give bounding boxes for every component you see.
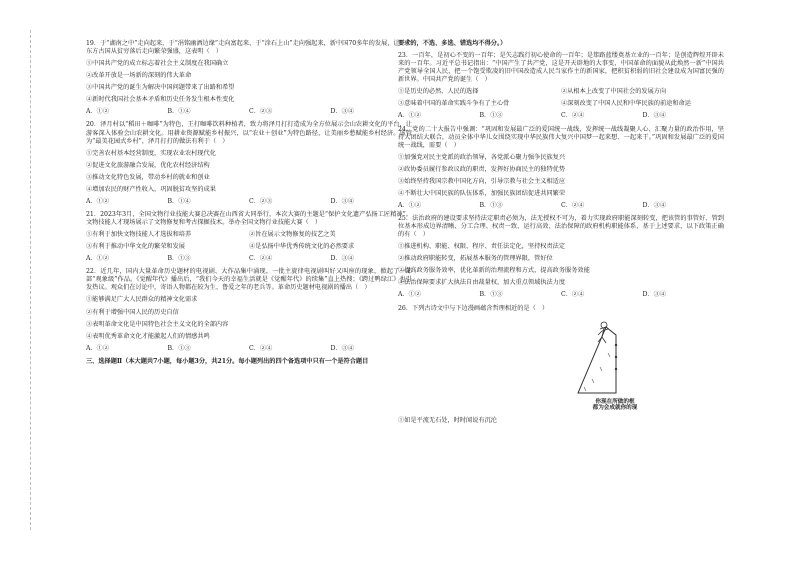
answer-b: B．①④ [167,197,191,205]
question-stem: 20．泽月村以“稻田＋咖啡”为特色，王打咖啡饮料种植者，致力将泽月打打造成为全方位展示会山农耕文化的平台，让游客深入体验会山农耕文化。用耕业资源赋能乡村振兴，以“农业＋创业”为特色路径，让美丽乡愁赋能乡村经济。该管为“最美花园式乡村”，泽月打打的做法有利于（ ） [86,121,412,145]
question-26 [398,305,724,426]
option: ②从根本上改变了中国社会的发展方向 [561,88,667,96]
answer-a: A．①② [86,197,110,205]
option: ④深刻改变了中国人民和中华民族的前途和命运 [561,100,691,108]
option: ④是弘扬中华优秀传统文化的必然要求 [249,243,355,251]
option: ①能够满足广大人民群众的精神文化需求 [86,296,198,304]
option: ③意味着中国的革命实践斗争有了主心骨 [398,100,510,108]
option: ②有利于增强中国人民的历史自信 [86,308,179,316]
answer-c: C．②③ [249,108,273,116]
answer-d: D．③④ [330,108,355,116]
option: ②政协委员履行参政议政的职责，发挥好协商民主的独特优势 [398,165,566,173]
answer-d: D．③④ [330,255,355,263]
option: ②改革开放是一场新的深刻的伟大革命 [86,72,192,80]
answer-d: D．③④ [642,112,667,120]
option: ④法治保障要求扩大执法自由裁量权，加大重点领域执法力度 [398,279,566,287]
answer-b: B．①③ [479,201,503,209]
option: ②旨在展示文物修复的技艺之美 [249,231,336,239]
answer-d: D．③④ [330,344,355,352]
option: ①完善农村基本经营制度，实现农业农村现代化 [86,149,216,157]
options-grid [398,88,724,112]
option: ③有利于推动中华文化的繁荣和发展 [86,243,185,251]
question-stem: 23．一百年，是初心不变的一百年；是矢志践行初心使命的一百年；是筚路蓝缕奠基立业的一百年；是创造辉煌开辟未来的一百年。习近平总书记指出：“中国产生了共产党，这是开天辟地的大事变，中国革命的面貌从此焕然一新”中国共产党领导全国人民，把一个饱受欺凌的旧中国改造成人民当家作主的新国家，把积贫积弱的旧社会建设成为国富民强的新世界。中国共产党的诞生（ ） [398,52,724,84]
option: ③推动文化特色发展，带动乡村的就业和创业 [86,173,210,181]
option: ①有利于加快文物技能人才选拔和培养 [86,231,192,239]
answer-choices [86,108,412,116]
cartoon-caption [570,399,660,412]
right-column [398,40,724,429]
answer-c: C．②③ [249,197,273,205]
answer-choices [86,198,412,206]
answer-c: C．②④ [249,255,273,263]
answer-a: A．①② [398,291,422,299]
answer-d: D．③④ [642,201,667,209]
question-21 [86,211,412,263]
question-stem: 24．党的二十大报告中强调：“巩固和发展最广泛的爱国统一战线，发挥统一战线凝聚人心、汇聚力量的政治作用，坚持大团结大联合，动员全体中华儿女围绕实现中华民族伟大复兴中国梦一起来想、一起来干。”巩固和发展最广泛的爱国统一战线，需要（ ） [398,125,724,149]
answer-a: A．①② [398,112,422,120]
caption-line: 你现在所做的框 [595,398,635,405]
answer-choices [86,345,412,353]
option: ③中国共产党的诞生为解决中国问题带来了出路和希望 [86,84,235,92]
answer-b: B．①③ [479,112,503,120]
answer-d: D．③④ [642,291,667,299]
question-24 [398,126,724,211]
option: ③表明革命文化是中国特色社会主义文化的全部内容 [86,320,229,328]
cartoon-illustration [570,317,660,397]
section-heading: 三、选择题Ⅱ（本大题共7小题，每小题3分，共21分。每小题列出的四个备选项中只有一个是符合题目 [86,357,369,365]
left-column [86,40,412,370]
answer-a: A．①② [398,201,422,209]
option: ③提高政务服务效率，优化革新的治理流程和方式，提高政务服务效能 [398,267,590,275]
option: ①加强党对民主党派的政治领导，各党派心聚力强争民族复兴 [398,153,566,161]
answer-b: B．①④ [167,108,191,116]
question-20 [86,121,412,206]
cartoon-climber-icon [570,317,660,397]
answer-choices [398,112,724,120]
question-22 [86,268,412,353]
answer-b: B．①③ [167,344,191,352]
question-stem: 21．2023年3月，全国文物行业技能大赛总决赛在山西省大同举行，本次大赛的主题是“保护文化遗产弘扬工匠精神”。文物技能人才现场展示了文物修复和考古探掘技术。举办全国文物行业技能大赛（ ） [86,210,412,226]
answer-c: C．②④ [561,291,585,299]
answer-a: A．①② [86,255,110,263]
caption-line: 都为会成就你的现 [592,405,638,412]
option: ④不断壮大中国民族的队伍体系，加强民族团结促进共同繁荣 [398,189,566,197]
answer-b: B．①③ [479,291,503,299]
answer-c: C．②④ [561,201,585,209]
option: ②推动政府职能转变，拓展基本服务的管理界限，管好位 [398,255,553,263]
answer-b: B．①③ [167,255,191,263]
section-heading-continued: 要求的，不选、多选、错选均不得分。） [398,40,507,47]
answer-c: C．②④ [249,344,273,352]
answer-choices [398,291,724,299]
binding-line [30,30,32,530]
option: ③始终坚持我国宗教中国化方向，引导宗教与社会主义相适应 [398,177,566,185]
option: ①如是平流无石处，时时闻说有沉沦 [398,416,497,424]
option: ④表明优秀革命文化才能激起人们的情感共鸣 [86,332,210,340]
answer-a: A．①② [86,344,110,352]
option: ①是历史的必然、人民的选择 [398,88,479,96]
question-stem: 26．下列古诗文中与下边漫画蕴含哲理相近的是（ ） [398,304,549,312]
question-stem: 19．于“湖南之中”走向起来，于“涓铭幽洒边缘”走向富起来，于“涂石上山”走向强起来，新中国70多年的发展，让一个东方古国从贫穷落后走向繁荣强盛，这表明（ ） [86,40,412,56]
answer-choices [86,255,412,263]
answer-a: A．①② [86,108,110,116]
options-grid [86,231,412,255]
question-stem: 22．近几年，国内大量革命历史题材的电视剧、大作品集中涌现，一批主旋律电视剧叫好又叫座的现象，掀起了一部部“观象级”作品。《觉醒年代》播出后，“我们今天的幸福生活就是《觉醒年代》的续集”直上热搜；《跨过鸭绿江》也引发热议。观众们在讨论中，寄语人物都在较为生、鲁爱之年的老兵等。革命历史题材电视剧的播出（ ） [86,268,412,292]
answer-choices [398,202,724,210]
answer-c: C．②④ [561,112,585,120]
option: ①推进机构、职能、权限、程序、责任法定化，坚持权责法定 [398,243,566,251]
question-25 [398,215,724,300]
question-19 [86,40,412,116]
option: ④增加农民的财产性收入，巩固脱贫攻坚的成果 [86,185,216,193]
answer-d: D．③④ [330,197,355,205]
option: ①中国共产党的成立标志着社会主义制度在我国确立 [86,60,229,68]
option: ②促进文化旅游融合发展，优化农村经济结构 [86,161,210,169]
question-23 [398,52,724,120]
question-stem: 25．法治政府的建设要求坚持法定职责必须为，法无授权不可为，着力实现政府职能深刻转变，把该管的事管好、管到位基本形成边界清晰、分工合理、权责一致、运行高效、法治保障的政府机构职能体系，基于上述要求，以下政策正确的有（ ） [398,215,724,239]
option: ④新时代我国社会基本矛盾和历史任务发生根本性变化 [86,96,235,104]
